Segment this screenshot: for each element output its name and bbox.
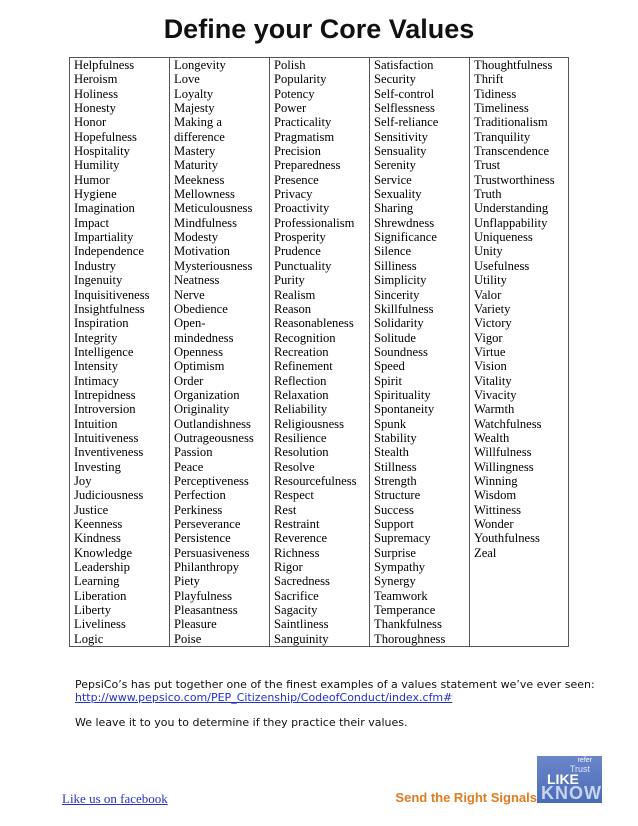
value-word: Resolution	[274, 445, 329, 460]
value-word: Reflection	[274, 373, 327, 388]
values-table-row	[70, 58, 569, 647]
value-word: Perkiness	[174, 502, 223, 517]
value-word: Perceptiveness	[174, 473, 249, 488]
value-word: Openness	[174, 344, 223, 359]
value-word: Religiousness	[274, 416, 344, 431]
value-word: Truth	[474, 187, 502, 202]
value-word: Passion	[174, 445, 213, 460]
value-word: Uniqueness	[474, 230, 533, 245]
value-word: Warmth	[474, 402, 515, 417]
value-word: Traditionalism	[474, 115, 548, 130]
value-word: Mellowness	[174, 187, 235, 202]
value-word: Punctuality	[274, 258, 332, 273]
value-word: Introversion	[74, 402, 136, 417]
value-word: Silliness	[374, 258, 417, 273]
value-word: Skillfulness	[374, 301, 434, 316]
values-column	[70, 58, 170, 647]
value-word: Mysteriousness	[174, 258, 253, 273]
value-word: Stealth	[374, 445, 409, 460]
value-word: Thoughtfulness	[474, 58, 553, 72]
value-word: Popularity	[274, 72, 327, 87]
value-word: Saintliness	[274, 617, 329, 632]
value-word: Restraint	[274, 517, 320, 531]
value-word: Nerve	[174, 287, 205, 302]
value-word: Transcendence	[474, 144, 550, 159]
value-word: Justice	[74, 502, 109, 517]
value-word: Integrity	[74, 330, 118, 345]
value-word: Unflappability	[474, 215, 548, 230]
value-word: Impartiality	[74, 230, 134, 245]
value-word: Satisfaction	[374, 58, 434, 72]
value-word: Vision	[474, 359, 507, 374]
value-word: Organization	[174, 387, 240, 402]
value-word: Realism	[274, 287, 316, 302]
value-word: Pleasure	[174, 617, 217, 632]
value-word: Presence	[274, 172, 319, 187]
value-word: Youthfulness	[474, 531, 540, 546]
value-word: Precision	[274, 144, 321, 159]
tagline: Send the Right Signals	[395, 790, 537, 805]
values-column	[370, 58, 470, 647]
value-word: Service	[374, 172, 412, 187]
value-word: Prosperity	[274, 230, 326, 245]
value-word: Soundness	[374, 344, 428, 359]
value-word: Trustworthiness	[474, 172, 555, 187]
value-word: Optimism	[174, 359, 225, 374]
value-word: Perfection	[174, 488, 226, 503]
value-word: Spunk	[374, 416, 407, 431]
value-word: Learning	[74, 574, 120, 589]
value-word: Sensitivity	[374, 129, 428, 144]
value-word: Honesty	[74, 101, 116, 116]
value-word: Order	[174, 373, 204, 388]
value-word: Humility	[74, 158, 120, 173]
value-word: Peace	[174, 459, 204, 474]
facebook-link[interactable]: Like us on facebook	[62, 791, 168, 806]
value-word: Hospitality	[74, 144, 130, 159]
value-word: Honor	[74, 115, 107, 130]
value-word: Utility	[474, 273, 507, 288]
value-word: Imagination	[74, 201, 135, 216]
value-word: Spirit	[374, 373, 402, 388]
value-word: Impact	[74, 215, 109, 230]
values-column	[270, 58, 370, 647]
value-word: Kindness	[74, 531, 121, 546]
value-word: Power	[274, 101, 307, 116]
value-word: Modesty	[174, 230, 219, 245]
logo-text-like: LIKE	[547, 771, 579, 787]
value-word: Maturity	[174, 158, 219, 173]
note-text: PepsiCo’s has put together one of the finest examples of a values statement we’ve ever seen:	[75, 678, 595, 691]
value-word: Sacredness	[274, 574, 330, 589]
value-word: Pleasantness	[174, 603, 238, 618]
value-word: Polish	[274, 58, 306, 72]
value-word: Spirituality	[374, 387, 431, 402]
value-word: Loyalty	[174, 86, 214, 101]
value-word: Rigor	[274, 560, 303, 575]
value-word: Holiness	[74, 86, 119, 101]
value-word: Making a	[174, 115, 222, 130]
value-word: Silence	[374, 244, 412, 259]
value-word: Mindfulness	[174, 215, 237, 230]
value-word: Sanguinity	[274, 631, 329, 646]
value-word: Reason	[274, 301, 312, 316]
value-word: Originality	[174, 402, 230, 417]
value-word: Tranquility	[474, 129, 531, 144]
value-word: Resilience	[274, 430, 327, 445]
value-word: Joy	[74, 473, 92, 488]
value-word: Knowledge	[74, 545, 133, 560]
value-word: Stillness	[374, 459, 417, 474]
value-word: Tidiness	[474, 86, 517, 101]
value-word: Wisdom	[474, 488, 517, 503]
value-word: Variety	[474, 301, 511, 316]
value-word: Reliability	[274, 402, 328, 417]
value-word: Liberty	[74, 603, 112, 618]
value-word: Structure	[374, 488, 421, 503]
value-word: Neatness	[174, 273, 220, 288]
value-word: Vitality	[474, 373, 512, 388]
value-word: Support	[374, 517, 414, 531]
value-word: Recognition	[274, 330, 336, 345]
value-word: Thankfulness	[374, 617, 442, 632]
value-word: Leadership	[74, 560, 130, 575]
value-word: Stability	[374, 430, 417, 445]
value-word: Selflessness	[374, 101, 435, 116]
value-word: Temperance	[374, 603, 436, 618]
value-word: Meekness	[174, 172, 225, 187]
value-word: Simplicity	[374, 273, 427, 288]
value-word: Intimacy	[74, 373, 119, 388]
value-word: Reverence	[274, 531, 328, 546]
value-word: Wonder	[474, 517, 514, 531]
note-closing-text: We leave it to you to determine if they practice their values.	[75, 716, 408, 729]
value-word: Vivacity	[474, 387, 517, 402]
value-word: Supremacy	[374, 531, 431, 546]
logo-text-know: KNOW	[541, 783, 602, 803]
value-word: Potency	[274, 86, 315, 101]
values-table	[69, 57, 569, 647]
value-word: Intensity	[74, 359, 119, 374]
value-word: Majesty	[174, 101, 215, 116]
value-word: Hygiene	[74, 187, 117, 202]
value-word: Motivation	[174, 244, 230, 259]
value-word: Vigor	[474, 330, 503, 345]
logo-text-refer: refer	[577, 757, 592, 764]
value-word: Investing	[74, 459, 121, 474]
value-word: Preparedness	[274, 158, 341, 173]
value-word: Prudence	[274, 244, 321, 259]
value-word: Proactivity	[274, 201, 330, 216]
value-word: Liveliness	[74, 617, 126, 632]
value-word: Open-	[174, 316, 206, 331]
value-word: Shrewdness	[374, 215, 435, 230]
value-word: Sexuality	[374, 187, 422, 202]
value-word: Mastery	[174, 144, 216, 159]
value-word: Piety	[174, 574, 200, 589]
value-word: Keenness	[74, 517, 123, 531]
value-word: Significance	[374, 230, 437, 245]
value-word: Sympathy	[374, 560, 426, 575]
value-word: Self-control	[374, 86, 435, 101]
page-title: Define your Core Values	[163, 14, 475, 44]
value-word: Thoroughness	[374, 631, 446, 646]
value-word: Resourcefulness	[274, 473, 357, 488]
value-word: Persistence	[174, 531, 231, 546]
value-word: Reasonableness	[274, 316, 354, 331]
value-word: Philanthropy	[174, 560, 240, 575]
value-word: Winning	[474, 473, 518, 488]
value-word: Trust	[474, 158, 501, 173]
value-word: mindedness	[174, 330, 234, 345]
values-column	[470, 58, 569, 647]
value-word: difference	[174, 129, 225, 144]
value-word: Sincerity	[374, 287, 420, 302]
value-word: Love	[174, 72, 200, 87]
value-word: Outrageousness	[174, 430, 254, 445]
value-word: Inquisitiveness	[74, 287, 150, 302]
value-word: Relaxation	[274, 387, 329, 402]
value-word: Success	[374, 502, 414, 517]
value-word: Logic	[74, 631, 104, 646]
value-word: Liberation	[74, 588, 127, 603]
value-word: Inspiration	[74, 316, 129, 331]
value-word: Intelligence	[74, 344, 134, 359]
value-word: Valor	[474, 287, 502, 302]
value-word: Judiciousness	[74, 488, 144, 503]
value-word: Intuitiveness	[74, 430, 139, 445]
value-word: Willingness	[474, 459, 534, 474]
value-word: Recreation	[274, 344, 329, 359]
value-word: Sacrifice	[274, 588, 319, 603]
value-word: Thrift	[474, 72, 504, 87]
value-word: Inventiveness	[74, 445, 144, 460]
value-word: Usefulness	[474, 258, 530, 273]
logo-text-trust: Trust	[569, 764, 590, 774]
value-word: Intrepidness	[74, 387, 136, 402]
value-word: Synergy	[374, 574, 416, 589]
value-word: Sagacity	[274, 603, 318, 618]
value-word: Watchfulness	[474, 416, 542, 431]
value-word: Refinement	[274, 359, 333, 374]
value-word: Victory	[474, 316, 512, 331]
value-word: Teamwork	[374, 588, 428, 603]
value-word: Industry	[74, 258, 116, 273]
value-word: Spontaneity	[374, 402, 435, 417]
value-word: Playfulness	[174, 588, 233, 603]
value-word: Zeal	[474, 545, 497, 560]
pepsico-link[interactable]: http://www.pepsico.com/PEP_Citizenship/CodeofConduct/index.cfm#	[75, 691, 453, 704]
value-word: Wittiness	[474, 502, 522, 517]
value-word: Practicality	[274, 115, 332, 130]
value-word: Heroism	[74, 72, 118, 87]
value-word: Privacy	[274, 187, 313, 202]
value-word: Unity	[474, 244, 503, 259]
value-word: Willfulness	[474, 445, 532, 460]
value-word: Meticulousness	[174, 201, 253, 216]
value-word: Richness	[274, 545, 320, 560]
value-word: Speed	[374, 359, 405, 374]
value-word: Strength	[374, 473, 417, 488]
value-word: Understanding	[474, 201, 549, 216]
value-word: Outlandishness	[174, 416, 251, 431]
value-word: Helpfulness	[74, 58, 135, 72]
value-word: Perseverance	[174, 517, 241, 531]
value-word: Purity	[274, 273, 305, 288]
value-word: Resolve	[274, 459, 315, 474]
value-word: Sensuality	[374, 144, 427, 159]
value-word: Persuasiveness	[174, 545, 250, 560]
value-word: Sharing	[374, 201, 414, 216]
value-word: Solidarity	[374, 316, 424, 331]
value-word: Independence	[74, 244, 144, 259]
value-word: Humor	[74, 172, 110, 187]
value-word: Surprise	[374, 545, 416, 560]
value-word: Obedience	[174, 301, 228, 316]
refer-trust-like-know-logo	[537, 756, 602, 803]
value-word: Insightfulness	[74, 301, 145, 316]
value-word: Serenity	[374, 158, 416, 173]
value-word: Security	[374, 72, 416, 87]
value-word: Longevity	[174, 58, 226, 72]
value-word: Self-reliance	[374, 115, 439, 130]
value-word: Respect	[274, 488, 314, 503]
value-word: Professionalism	[274, 215, 355, 230]
value-word: Poise	[174, 631, 202, 646]
value-word: Timeliness	[474, 101, 529, 116]
value-word: Pragmatism	[274, 129, 335, 144]
value-word: Hopefulness	[74, 129, 137, 144]
value-word: Intuition	[74, 416, 118, 431]
value-word: Wealth	[474, 430, 510, 445]
value-word: Rest	[274, 502, 297, 517]
values-column	[170, 58, 270, 647]
value-word: Virtue	[474, 344, 506, 359]
value-word: Solitude	[374, 330, 416, 345]
value-word: Ingenuity	[74, 273, 123, 288]
